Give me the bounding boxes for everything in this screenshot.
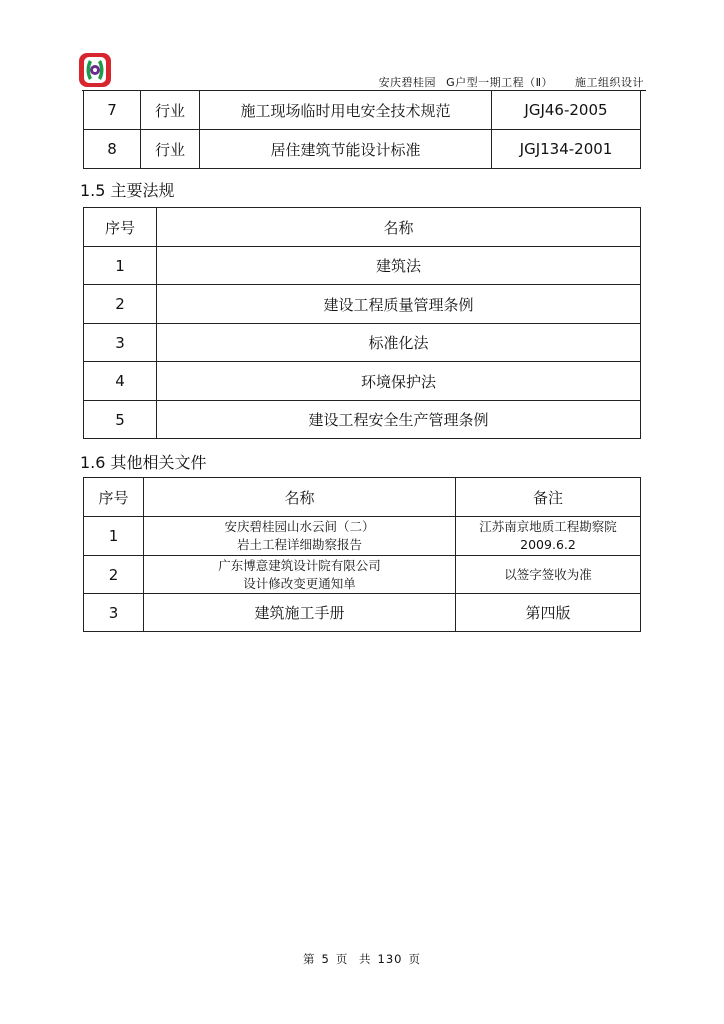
- cell-name: 建设工程安全生产管理条例: [157, 401, 641, 439]
- header-no: 序号: [84, 478, 144, 517]
- header-name: 名称: [144, 478, 456, 517]
- table-row: [84, 517, 641, 556]
- header-project: 安庆碧桂园: [378, 76, 437, 89]
- standards-table-continued: [83, 90, 641, 169]
- cell-name-line2: 岩土工程详细勘察报告: [236, 537, 362, 552]
- cell-level: 行业: [141, 130, 200, 169]
- footer-page-number: 5: [321, 952, 330, 966]
- table-row: [84, 401, 641, 439]
- header-name: 名称: [157, 208, 641, 247]
- footer-prefix: 第: [303, 952, 316, 966]
- cell-name-line1: 广东博意建筑设计院有限公司: [218, 557, 381, 573]
- table-row: [84, 556, 641, 594]
- page-header: [373, 74, 644, 90]
- related-documents-table: [83, 477, 641, 632]
- cell-no: 1: [84, 517, 144, 556]
- footer-page-unit: 页: [335, 952, 349, 966]
- cell-remark-line1: 江苏南京地质工程勘察院: [479, 519, 617, 534]
- header-remark: 备注: [456, 478, 641, 517]
- section-title-1-5: 1.5 主要法规: [80, 181, 175, 200]
- cell-no: 8: [84, 130, 141, 169]
- cell-name-line1: 安庆碧桂园山水云间（二）: [224, 519, 375, 534]
- table-row: [84, 130, 641, 169]
- cell-no: 2: [84, 285, 157, 324]
- company-logo-icon: [78, 52, 112, 88]
- page-footer: [0, 951, 724, 967]
- cell-name: [144, 517, 456, 556]
- cell-name: 建筑施工手册: [144, 594, 456, 632]
- footer-total-unit: 页: [408, 952, 421, 966]
- cell-name: 施工现场临时用电安全技术规范: [200, 91, 492, 130]
- table-row: [84, 285, 641, 324]
- cell-no: 3: [84, 594, 144, 632]
- cell-name: 建筑法: [157, 247, 641, 285]
- regulations-table: [83, 207, 641, 439]
- table-header-row: [84, 208, 641, 247]
- cell-code: JGJ46-2005: [492, 91, 641, 130]
- cell-no: 5: [84, 401, 157, 439]
- table-row: [84, 362, 641, 401]
- cell-level: 行业: [141, 91, 200, 130]
- cell-name: 建设工程质量管理条例: [157, 285, 641, 324]
- cell-name: 标准化法: [157, 324, 641, 362]
- table-row: [84, 91, 641, 130]
- cell-code: JGJ134-2001: [492, 130, 641, 169]
- table-row: [84, 247, 641, 285]
- header-doc-type: 施工组织设计: [575, 76, 644, 89]
- cell-name: [144, 556, 456, 594]
- table-row: [84, 324, 641, 362]
- cell-no: 2: [84, 556, 144, 594]
- table-header-row: [84, 478, 641, 517]
- cell-remark: 第四版: [456, 594, 641, 632]
- cell-name-line2: 设计修改变更通知单: [243, 575, 356, 591]
- footer-total-prefix: 共: [359, 952, 372, 966]
- cell-no: 1: [84, 247, 157, 285]
- cell-remark-line2: 2009.6.2: [520, 537, 576, 552]
- cell-remark: 以签字签收为准: [456, 556, 641, 594]
- cell-name: 环境保护法: [157, 362, 641, 401]
- table-row: [84, 594, 641, 632]
- cell-no: 7: [84, 91, 141, 130]
- cell-no: 3: [84, 324, 157, 362]
- section-title-1-6: 1.6 其他相关文件: [80, 453, 207, 472]
- footer-total-pages: 130: [377, 952, 403, 966]
- header-no: 序号: [84, 208, 157, 247]
- cell-remark: [456, 517, 641, 556]
- cell-name: 居住建筑节能设计标准: [200, 130, 492, 169]
- cell-no: 4: [84, 362, 157, 401]
- header-phase: G户型一期工程（Ⅱ）: [446, 76, 553, 89]
